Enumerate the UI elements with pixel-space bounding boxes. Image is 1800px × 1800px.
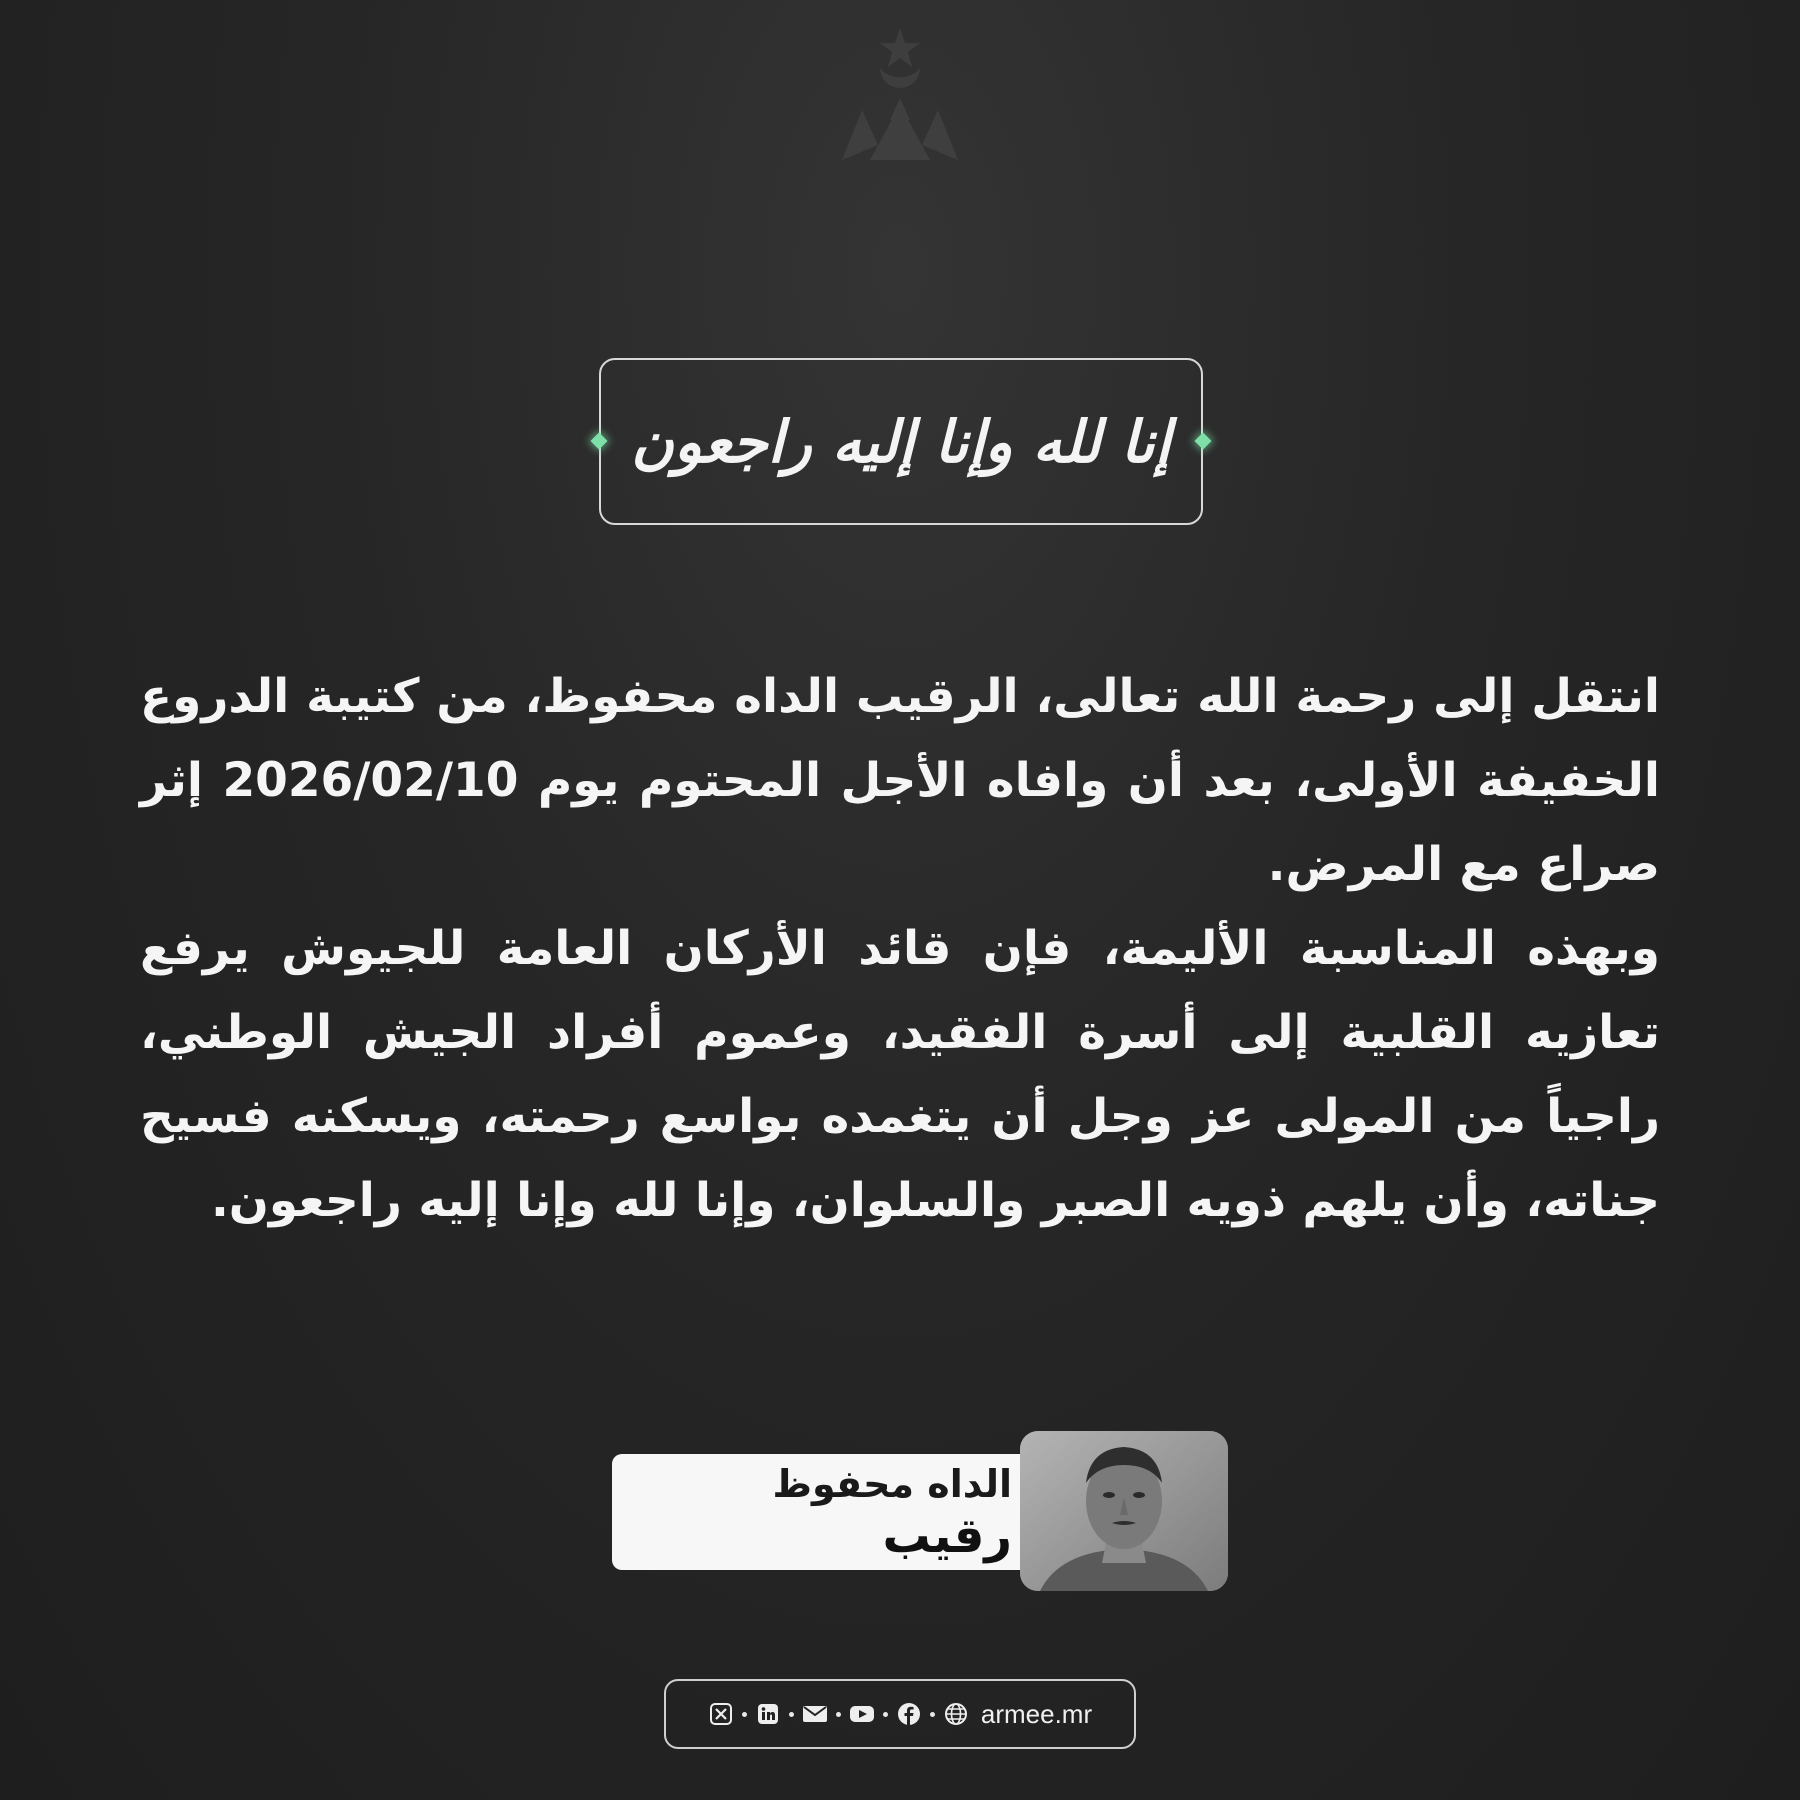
social-footer bbox=[664, 1679, 1136, 1749]
message-paragraph-2: وبهذه المناسبة الأليمة، فإن قائد الأركان العامة للجيوش يرفع تعازيه القلبية إلى أسرة الفقيد، وعموم أفراد الجيش الوطني، راجياً من المولى عز وجل أن يتغمده بواسع رحمته، ويسكنه فسيح جناته، وأن يلهم ذويه الصبر والسلوان، وإنا لله وإنا إليه راجعون. bbox=[140, 921, 1660, 1228]
facebook-icon[interactable] bbox=[896, 1701, 922, 1727]
website-link[interactable]: armee.mr bbox=[980, 1698, 1093, 1729]
separator-dot bbox=[789, 1712, 794, 1717]
mail-icon[interactable] bbox=[802, 1701, 828, 1727]
deceased-name: الداه محفوظ bbox=[772, 1462, 1012, 1506]
deceased-name-card bbox=[612, 1454, 1032, 1570]
diamond-ornament-right bbox=[1195, 432, 1212, 449]
separator-dot bbox=[836, 1712, 841, 1717]
separator-dot bbox=[742, 1712, 747, 1717]
deceased-rank: رقيب bbox=[882, 1508, 1012, 1564]
diamond-ornament-left bbox=[591, 432, 608, 449]
quranic-calligraphy: إنا لله وإنا إليه راجعون bbox=[631, 407, 1171, 476]
separator-dot bbox=[883, 1712, 888, 1717]
condolence-banner bbox=[599, 358, 1203, 525]
deceased-portrait bbox=[1020, 1431, 1228, 1591]
army-emblem-watermark bbox=[810, 10, 990, 160]
x-icon[interactable] bbox=[708, 1701, 734, 1727]
linkedin-icon[interactable] bbox=[755, 1701, 781, 1727]
globe-icon[interactable] bbox=[943, 1701, 969, 1727]
youtube-icon[interactable] bbox=[849, 1701, 875, 1727]
separator-dot bbox=[930, 1712, 935, 1717]
condolence-message bbox=[140, 655, 1660, 1243]
message-paragraph-1: انتقل إلى رحمة الله تعالى، الرقيب الداه محفوظ، من كتيبة الدروع الخفيفة الأولى، بعد أن وافاه الأجل المحتوم يوم 2026/02/10 إثر صراع مع المرض. bbox=[140, 669, 1661, 892]
